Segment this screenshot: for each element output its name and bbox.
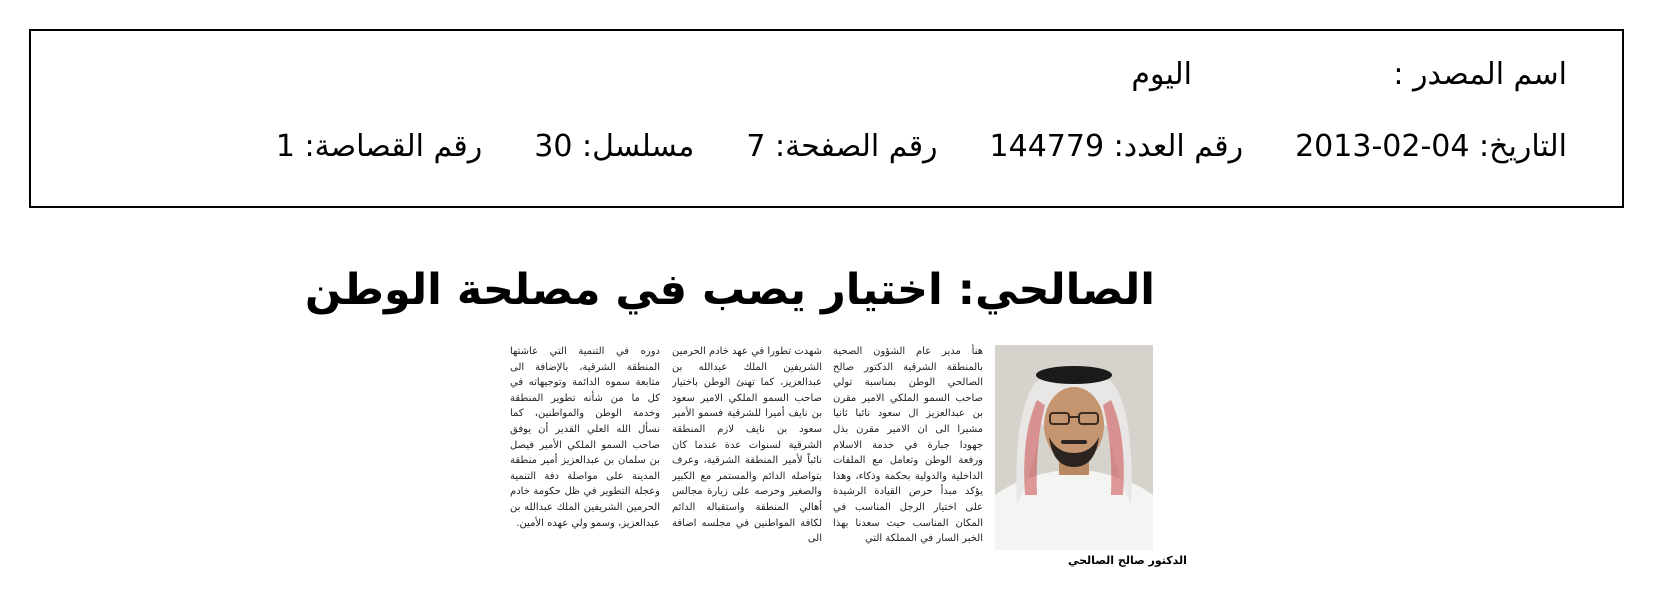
portrait-image [995,345,1153,550]
article-column-2: شهدت تطورا في عهد خادم الحرمين الشريفين الملك عبدالله بن عبدالعزيز، كما تهنئ الوطن باختيار صاحب السمو الملكي الامير سعود بن نايف أميرا للشرقية فسمو الأمير سعود بن نايف لازم المنطقة الشرقية لسنوات عدة عندما كان نائباً لأمير المنطقة الشرقية، وعرف بتواصله الدائم والمستمر مع الكبير والصغير وحرصه على زيارة مجالس أهالي المنطقة واستقباله الدائم لكافة المواطنين في مجلسه اضافة الى [672,346,822,545]
metadata-row [276,129,1567,165]
photo-caption: الدكتور صالح الصالحي [1068,554,1187,567]
serial-field: مسلسل: 30 [534,129,695,164]
source-label: اسم المصدر : [1393,57,1567,92]
author-photo [995,345,1153,550]
date-field: التاريخ: 04-02-2013 [1295,129,1567,164]
issue-number-field: رقم العدد: 144779 [989,129,1244,164]
clipping-header-box [29,29,1624,208]
article-headline: الصالحي: اختيار يصب في مصلحة الوطن [304,265,1155,315]
article-column-3: دوره في التنمية التي عاشتها المنطقة الشرقية، بالإضافة الى متابعة سموه الدائمة وتوجيهاته في كل ما من شأنه تطوير المنطقة وخدمة الوطن والمواطنين، كما نسأل الله العلي القدير أن يوفق صاحب السمو الملكي الأمير فيصل بن سلمان بن عبدالعزيز أمير منطقة المدينة على مواصلة دفة التنمية وعجلة التطوير في ظل حكومة خادم الحرمين الشريفين الملك عبدالله بن عبدالعزيز، وسمو ولي عهده الأمين. [510,346,660,529]
page-number-field: رقم الصفحة: 7 [746,129,938,164]
source-value: اليوم [1131,57,1192,92]
article-column-1: هنأ مدير عام الشؤون الصحية بالمنطقة الشرقية الدكتور صالح الصالحي الوطن بمناسبة تولي صاحب السمو الملكي الامير مقرن بن عبدالعزيز ال سعود نائبا ثانيا مشيرا الى ان الامير مقرن بذل جهودا جبارة في خدمة الاسلام ورفعة الوطن وتعامل مع الملفات الداخلية والدولية بحكمة وذكاء، وهذا يؤكد مبدأ حرص القيادة الرشيدة على اختيار الرجل المناسب في المكان المناسب حيث سعدنا بهذا الخبر السار في المملكة التي [833,346,983,545]
clipping-number-field: رقم القصاصة: 1 [275,129,483,164]
